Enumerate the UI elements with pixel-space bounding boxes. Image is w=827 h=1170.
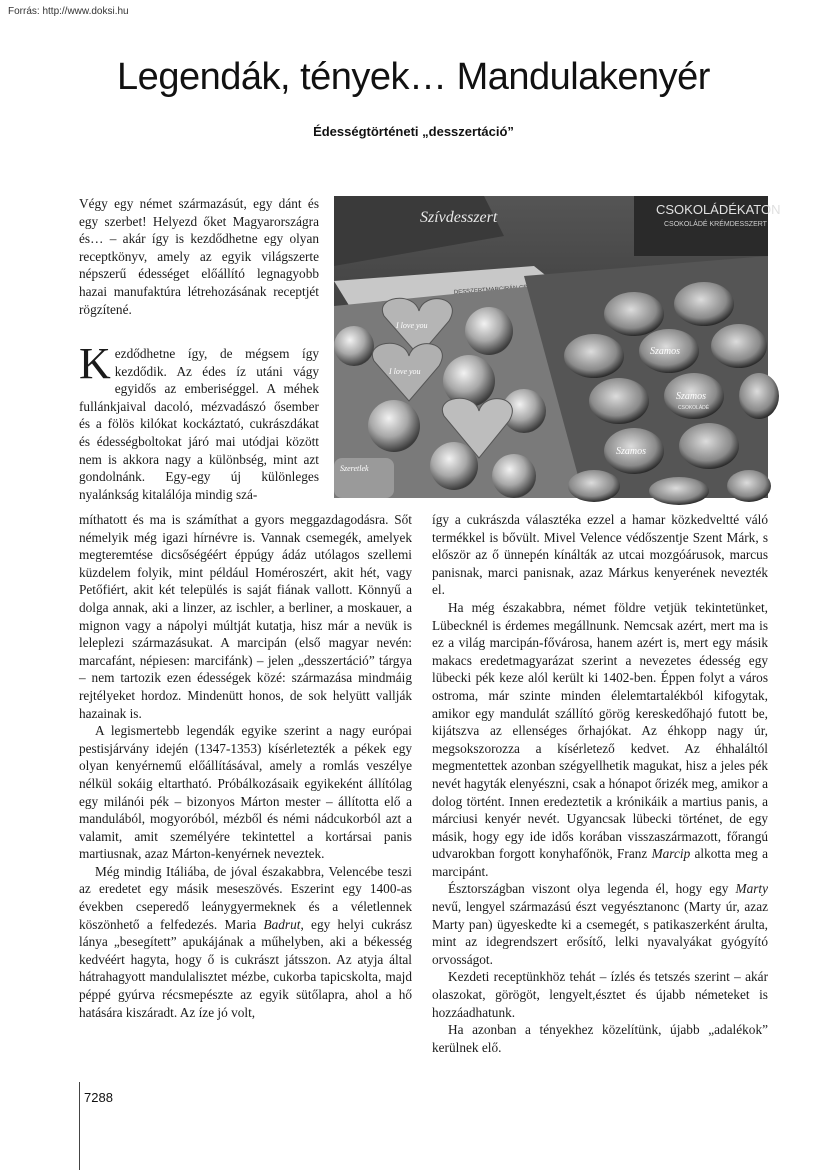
wrapped-bonbon [649,477,709,505]
wrapped-bonbon [727,470,771,502]
tray-strip-text: DESSZERTMARCIPÁN [453,285,518,296]
wrapped-bonbon [564,334,624,378]
first-paragraph-continued: míthatott és ma is számíthat a gyors meggazdagodásra. Sőt némelyik még igazi hírnévre is. Vannak csemegék, amelyek megteremtése dicsőségéért éppúgy ádáz utólagos szellemi küzdelem folyik, mint például Homéroszért, akit hét, vagy Petőfiért, akit két település is saját fiának vallott. Könnyű a dolga annak, aki a linzer, az ischler, a berliner, a moskauer, a mignon vagy a nápolyi múltját kutatja, hisz már a nevük is leleplezi származásukat. A marcipán (első magyar nevén: marcafánt, népiesen: marcifánk) – jelen „desszertáció” tárgya – nem tartozik ezen édességek közé: származása mindmáig rejtélyeket hordoz. Mindenütt honos, de sok helyütt vallják hazainak is. [79,512,412,721]
bonbon-brand: Szamos [676,391,707,402]
box-label-left: Szívdesszert [420,209,498,226]
marcipan-photo [334,196,781,498]
wrapped-bonbon [604,292,664,336]
lubeck-text: Ha még északabbra, német földre vetjük tekintetünket, Lübecknél is érdemes megállnunk. Nemcsak azért, mert ma is ez a világ marcipán-fővárosa, hanem azért is, mert egy másik makacs eredetmagyarázat szerint a nevezetes édesség egy lübecki pék keze alól került ki 1402-ben. Éppen folyt a város ostroma, már szinte minden élelemtartalékból kifogytak, amikor egy mandulát szállító görög kereskedőhajó futott be, kijátszva az ellenséges őrhajókat. Az éhkopp nagy úr, megsokszorozza a kísérletező kedvet. Az éhhaláltól megmentettek azonban szégyellhetik magukat, hisz a jeles pék nevét hagyták elenyészni, csak a hónapot őrizék meg, amikor a dolog történt. Innen eredeztetik a krónikáik a martius panis, a márciusi kenyér nevét. Ugyancsak lübecki történet, de egy másik, hogy egy ide idős korában visszaszármazott, főrangú udvarokban forgott konyhafőnök, Franz [432,599,768,862]
estonia-text-b: nevű, lengyel származású észt vegyésztanonc (Marty úr, azaz Marty pan) ügyeskedte ki a csemegét, s patikaszerként árulta, mint az idegrendszert erősítő, lelki nyavalyákat gyógyító orvosságot. [432,899,768,967]
source-note: Forrás: http://www.doksi.hu [8,6,129,17]
wrapped-bonbon [568,470,620,502]
page-margin-rule [79,1082,80,1170]
marcipan-ball [430,442,478,490]
estonia-name: Marty [735,881,768,897]
paragraph-estonia-legend [432,880,768,968]
marcipan-ball [334,326,374,366]
bonbon-brand: Szamos [616,446,647,457]
heart-label-2: I love you [389,367,421,376]
bonbon-brand: Szamos [650,346,681,357]
venice-name: Badrut [263,916,301,932]
paragraph-facts: Ha azonban a tényekhez közelítünk, újabb „adalékok” kerülnek elő. [432,1022,768,1055]
intro-text: Végy egy német származásút, egy dánt és egy szerbet! Helyezd őket Magyarországra és… – akár így is kezdődhetne egy olyan receptkönyv, amely az egyik világszerte népszerű édességet előállító legnagyobb hazai manufaktúra létrehozásának receptjét rögzítené. [79,196,319,317]
bonbon-brand-sub: CSOKOLÁDÉ [678,405,710,411]
venice-text-a: Még mindig Itáliába, de jóval északabbra, Velencébe teszi az eredetet egy másik meseszövés. Eszerint egy 1400-as években cseperedő leánygyermeknek és a véletlennek köszönhető a felfedezés. Maria [79,863,412,932]
wrapped-bonbon [711,324,767,368]
wrapped-bonbon [589,378,649,424]
heart-label-3: Szeretlek [340,464,369,473]
venice-text-b: , egy helyi cukrász lánya „besegített” apukájának a műhelyben, aki a békesség kedvéért hagyta, hogy ő is cukrászt játsszon. Az atyja által hátrahagyott mandulalisztet mézbe, cukorba tapicskolta, majd péppé gyúrva récsmepészte az egyik sütőlapra, ahol a hő hatására kiszáradt. Az íze jó volt, [79,916,412,1020]
box-label-right: CSOKOLÁDÉKATON [656,202,781,217]
wrapped-bonbon [679,423,739,469]
article-subtitle: Édességtörténeti „desszertáció” [313,124,514,139]
venice-paragraph-continued: így a cukrászda választéka ezzel a hamar közkedveltté váló termékkel is bővült. Mivel Velence védőszentje Szent Márk, s először az ő ünnepén kínálták az utcai mozgóárusok, marcus panisnak, marci panisnak, azaz Márkus kenyerének nevezték el. [432,512,768,598]
box-label-right-sub: CSOKOLÁDÉ KRÉMDESSZERT [664,221,767,228]
estonia-text-a: Észtországban viszont olya legenda él, hogy egy [448,881,736,897]
intro-paragraph [79,195,319,318]
wrapped-bonbon [674,282,734,326]
column-left [79,511,412,1021]
lubeck-end: alkotta meg a marcipánt. [432,846,768,879]
wrapped-bonbon [739,373,779,419]
marcipan-ball [465,307,513,355]
paragraph-venice-legend [79,863,412,1021]
first-paragraph [79,339,319,503]
column-right [432,511,768,1056]
paragraph-lubeck-legend [432,599,768,881]
page-number: 7288 [84,1090,113,1105]
article-title: Legendák, tények… Mandulakenyér [117,56,710,98]
marcipan-ball [492,454,536,498]
paragraph-recipe: Kezdeti receptünkhöz tehát – ízlés és tetszés szerint – akár olaszokat, görögöt, lengyelt,észtet és újabb németeket is hozzáadhatunk. [432,969,768,1020]
lubeck-name: Marcip [651,846,691,862]
first-paragraph-text [79,339,319,503]
paragraph-milan-legend: A legismertebb legendák egyike szerint a nagy európai pestisjárvány idején (1347-1353) kísérletezték a pékek egy olyan kenyérnemű előállításával, amely a romlás veszélye nélkül sokáig eltartható. Próbálkozásaik egyikeként állítólag egy milánói pék – bizonyos Márton mester – állította elő a mandulából, mogyoróból, mézből és némi nádcukorból azt a valamit, amit személyére tekintettel a kortársai panis martiusnak, azaz Márton-kenyérnek neveztek. [79,723,412,862]
drop-cap: K [79,339,111,388]
marcipan-ball [368,400,420,452]
first-paragraph-lead: ezdődhetne így, de mégsem így kezdődik. Az édes íz utáni vágy egyidős az emberiséggel. A méhek fullánkjaival dacoló, mézvadászó ősember és a fölös kilókat kockáztató, cukrászdákat és édességboltokat járó mai utódjai között nem is akkora nagy a különbség, mint azt gondolnánk. Egy-egy új különleges nyalánkság kitalálója mindig szá- [79,346,319,502]
heart-label-1: I love you [396,321,428,330]
